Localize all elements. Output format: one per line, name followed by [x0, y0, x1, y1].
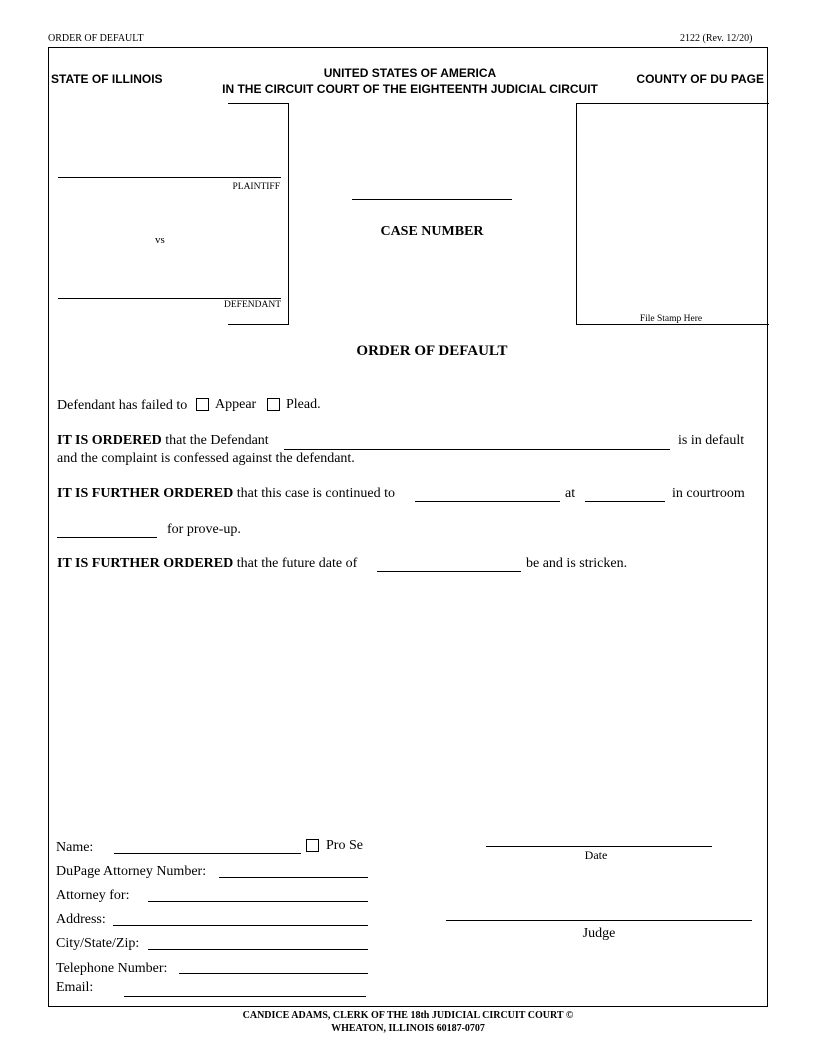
p2-courtroom: in courtroom — [672, 486, 745, 501]
plead-checkbox[interactable] — [267, 398, 280, 411]
judge-label: Judge — [582, 926, 616, 941]
email-label: Email: — [56, 980, 94, 995]
p2-prove-up: for prove-up. — [167, 522, 241, 537]
city-label: City/State/Zip: — [56, 936, 140, 951]
dupage-number-label: DuPage Attorney Number: — [56, 864, 207, 879]
address-label: Address: — [56, 912, 106, 927]
versus-label: vs — [155, 234, 165, 246]
case-number-input[interactable] — [352, 183, 512, 200]
p1-suffix: is in default — [678, 433, 745, 448]
party-bracket-side — [288, 103, 289, 325]
phone-label: Telephone Number: — [56, 961, 168, 976]
p2-bold: IT IS FURTHER ORDERED — [57, 486, 234, 501]
county-label: COUNTY OF DU PAGE — [636, 72, 764, 86]
judge-signature-input[interactable] — [446, 904, 752, 921]
country-label: UNITED STATES OF AMERICA — [323, 66, 497, 80]
pro-se-label: Pro Se — [326, 838, 363, 853]
date-label: Date — [584, 848, 608, 862]
continued-time-input[interactable] — [585, 485, 665, 502]
failed-prefix: Defendant has failed to — [57, 398, 188, 413]
state-label: STATE OF ILLINOIS — [51, 72, 163, 86]
plaintiff-input[interactable] — [58, 161, 281, 178]
city-input[interactable] — [148, 933, 368, 950]
p3-text: that the future date of — [236, 556, 358, 571]
email-input[interactable] — [124, 980, 366, 997]
p1-line2: and the complaint is confessed against the defendant. — [57, 451, 355, 466]
dupage-number-input[interactable] — [219, 861, 368, 878]
future-date-input[interactable] — [377, 555, 521, 572]
continued-date-input[interactable] — [415, 485, 560, 502]
order-paragraph-3 — [57, 556, 357, 572]
pro-se-checkbox[interactable] — [306, 839, 319, 852]
attorney-for-label: Attorney for: — [56, 888, 130, 903]
appear-checkbox[interactable] — [196, 398, 209, 411]
party-bracket-bottom — [228, 324, 289, 325]
order-title: ORDER OF DEFAULT — [356, 343, 508, 359]
address-input[interactable] — [113, 909, 368, 926]
name-label: Name: — [56, 840, 94, 855]
order-paragraph-2 — [57, 486, 395, 502]
p1-text: that the Defendant — [165, 433, 269, 448]
file-stamp-label: File Stamp Here — [639, 314, 703, 324]
file-stamp-box — [576, 103, 769, 325]
defendant-name-input[interactable] — [284, 433, 670, 450]
footer-line-2: WHEATON, ILLINOIS 60187-0707 — [331, 1023, 485, 1034]
date-input[interactable] — [486, 830, 712, 847]
order-paragraph-1 — [57, 433, 269, 449]
p3-bold: IT IS FURTHER ORDERED — [57, 556, 234, 571]
courtroom-input[interactable] — [57, 521, 157, 538]
phone-input[interactable] — [179, 957, 368, 974]
form-number: 2122 (Rev. 12/20) — [680, 33, 753, 44]
plead-label: Plead. — [286, 397, 321, 412]
case-number-label: CASE NUMBER — [380, 224, 484, 239]
appear-label: Appear — [215, 397, 257, 412]
party-bracket-top — [228, 103, 289, 104]
p2-text: that this case is continued to — [236, 486, 395, 501]
attorney-for-input[interactable] — [148, 885, 368, 902]
defendant-input[interactable] — [58, 282, 281, 299]
defendant-label: DEFENDANT — [224, 300, 281, 310]
p2-at: at — [565, 486, 576, 501]
plaintiff-label: PLAINTIFF — [232, 182, 280, 192]
name-input[interactable] — [114, 837, 301, 854]
p1-bold: IT IS ORDERED — [57, 433, 162, 448]
court-label: IN THE CIRCUIT COURT OF THE EIGHTEENTH JUDICIAL CIRCUIT — [222, 82, 598, 96]
form-title-header: ORDER OF DEFAULT — [48, 33, 144, 44]
p3-suffix: be and is stricken. — [526, 556, 628, 571]
footer-line-1: CANDICE ADAMS, CLERK OF THE 18th JUDICIAL CIRCUIT COURT © — [242, 1010, 574, 1021]
